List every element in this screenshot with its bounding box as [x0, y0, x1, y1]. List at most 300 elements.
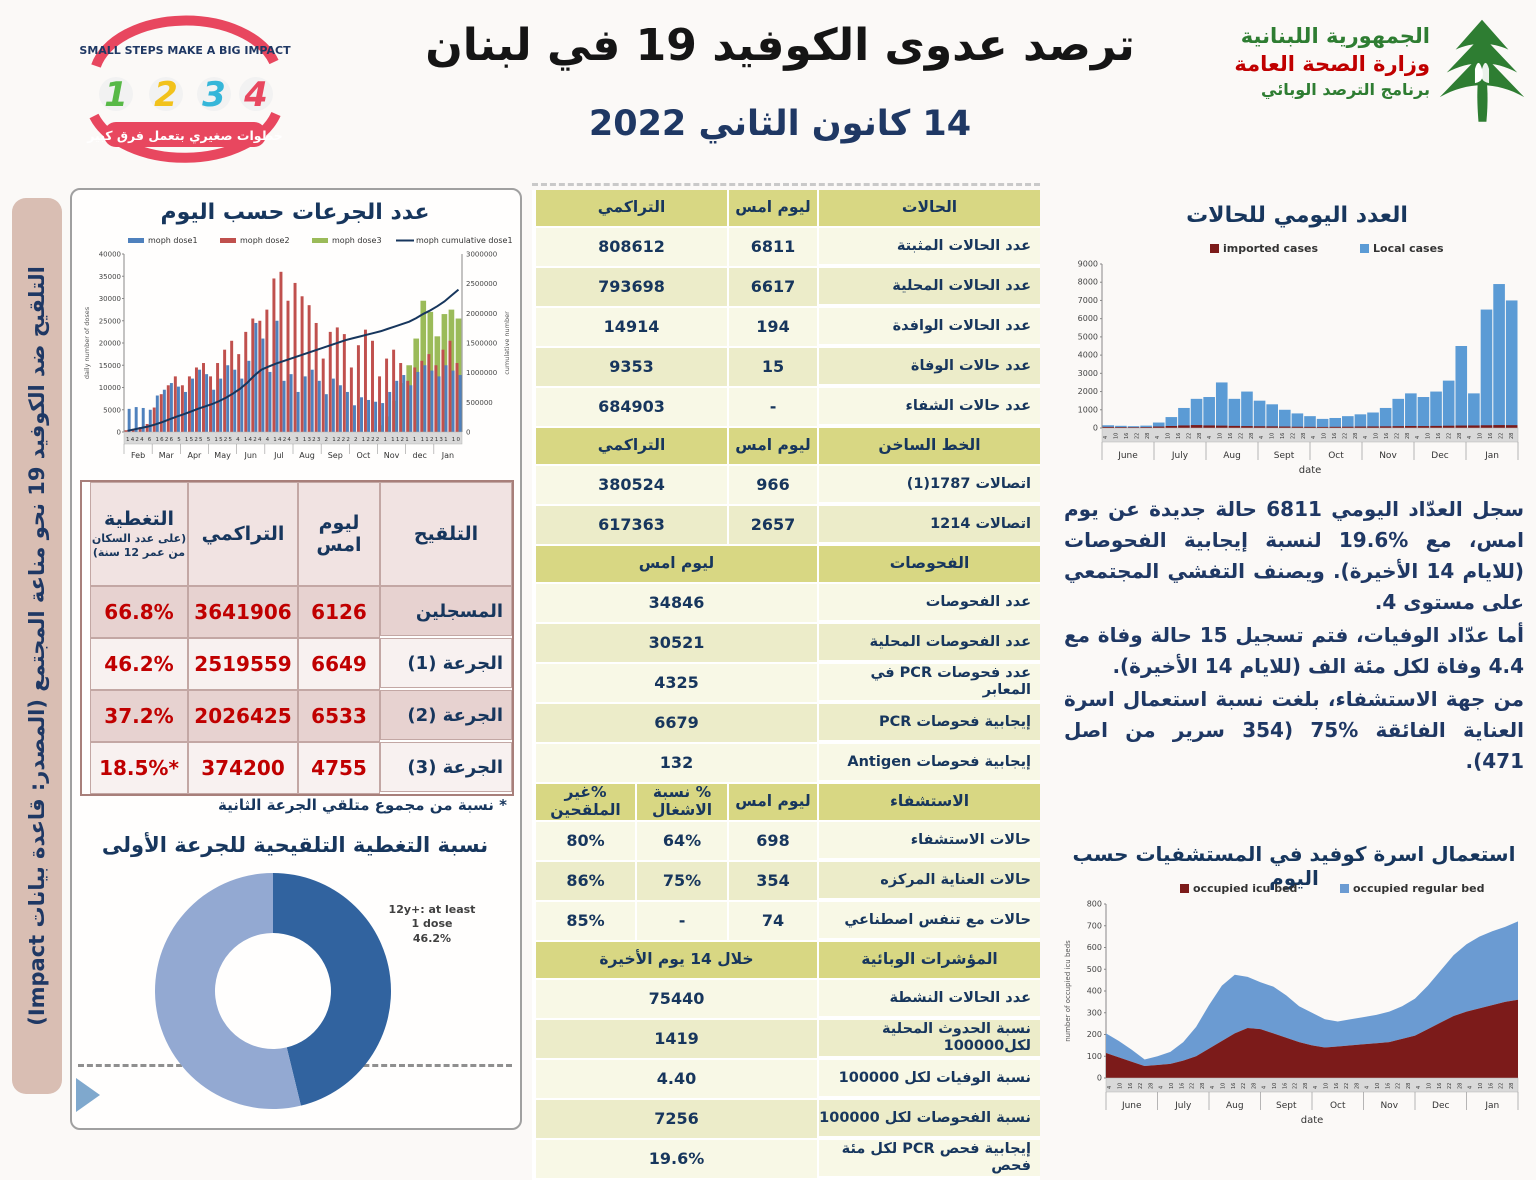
svg-text:16: 16 — [1436, 1082, 1443, 1089]
svg-text:Nov: Nov — [1379, 451, 1397, 461]
svg-text:22: 22 — [1447, 1082, 1454, 1089]
svg-text:22: 22 — [1342, 432, 1349, 439]
row-label: الجرعة (3) — [380, 742, 512, 792]
table-row — [532, 902, 1040, 942]
vaccination-row — [82, 586, 512, 638]
cell-value: 74 — [727, 902, 817, 942]
svg-text:28: 28 — [1199, 1082, 1206, 1089]
table-row — [532, 348, 1040, 388]
cell-value: 15 — [727, 348, 817, 388]
table-row — [532, 466, 1040, 506]
svg-text:4: 4 — [1103, 435, 1110, 439]
svg-text:28: 28 — [1404, 432, 1411, 439]
svg-text:10: 10 — [1374, 1082, 1381, 1089]
table-row — [532, 308, 1040, 348]
vaccination-row — [82, 742, 512, 794]
svg-text:22: 22 — [1189, 1082, 1196, 1089]
svg-text:10000: 10000 — [98, 384, 121, 392]
svg-text:4: 4 — [1207, 435, 1214, 439]
cell-value: 4325 — [534, 664, 817, 704]
vaccination-table — [80, 480, 514, 796]
svg-text:10: 10 — [1269, 432, 1276, 439]
svg-text:Aug: Aug — [299, 451, 315, 460]
svg-text:800: 800 — [1086, 899, 1102, 909]
svg-text:4000: 4000 — [1077, 350, 1098, 360]
svg-text:25000: 25000 — [98, 317, 121, 326]
svg-text:4: 4 — [1210, 1085, 1217, 1089]
svg-text:22: 22 — [1290, 432, 1297, 439]
svg-text:number of occupied icu beds: number of occupied icu beds — [1064, 940, 1072, 1042]
svg-text:16: 16 — [1385, 1082, 1392, 1089]
svg-text:28: 28 — [1354, 1082, 1361, 1089]
svg-text:1000000: 1000000 — [466, 369, 498, 378]
svg-text:22: 22 — [1394, 432, 1401, 439]
svg-text:22: 22 — [1134, 432, 1141, 439]
cell-value: 380524 — [534, 466, 727, 506]
table-row — [532, 624, 1040, 664]
doses-chart — [80, 232, 514, 474]
svg-text:16: 16 — [1436, 432, 1442, 439]
svg-text:10: 10 — [1117, 1082, 1124, 1089]
cell-label: حالات مع تنفس اصطناعي — [817, 902, 1040, 940]
svg-text:occupied icu bed: occupied icu bed — [1193, 882, 1298, 895]
cell-value: 966 — [727, 466, 817, 506]
ministry-logo — [1190, 14, 1526, 124]
cell-value: 793698 — [534, 268, 727, 308]
cell-value: 6811 — [727, 228, 817, 268]
summary-paragraphs — [1064, 494, 1524, 779]
table-row — [532, 1140, 1040, 1180]
section-header-row — [532, 190, 1040, 228]
svg-text:28: 28 — [1405, 1082, 1412, 1089]
svg-text:16: 16 — [1488, 1082, 1495, 1089]
table-row — [532, 664, 1040, 704]
section-header-cell: ليوم امس — [534, 546, 817, 584]
donut-label-pct: 46.2% — [412, 931, 452, 945]
donut-slice-label — [380, 903, 484, 946]
svg-text:3: 3 — [202, 75, 226, 115]
cell-value: 6617 — [727, 268, 817, 308]
cell-label: إيجابية فحوصات Antigen — [817, 744, 1040, 782]
svg-text:22: 22 — [1446, 432, 1453, 439]
svg-text:0: 0 — [1092, 423, 1098, 433]
svg-text:16: 16 — [1280, 432, 1286, 439]
svg-text:4: 4 — [1416, 1085, 1423, 1089]
beds-chart-title: استعمال اسرة كوفيد في المستشفيات حسب اليوم — [1072, 842, 1516, 890]
svg-text:28: 28 — [1248, 432, 1255, 439]
table-row — [532, 506, 1040, 546]
svg-text:0: 0 — [116, 428, 121, 437]
cell-label: عدد الحالات النشطة — [817, 980, 1040, 1018]
svg-text:16: 16 — [1179, 1082, 1186, 1089]
svg-text:cumulative number: cumulative number — [503, 311, 511, 375]
svg-text:15000: 15000 — [98, 361, 121, 370]
svg-text:1424 6 1626 5 1525 5 1525 4 14: 1424 6 1626 5 1525 5 1525 4 1424 4 1424 3 1323 2 1222 2 1222 1 1121 1 112131 10 — [126, 437, 461, 443]
svg-text:40000: 40000 — [98, 250, 121, 259]
value-coverage: 18.5%* — [90, 742, 188, 794]
svg-text:20000: 20000 — [98, 339, 121, 348]
svg-text:500000: 500000 — [466, 398, 493, 407]
ministry-line3: برنامج الترصد الوبائي — [1261, 79, 1430, 99]
ministry-text — [1234, 14, 1430, 124]
cell-value: 7256 — [534, 1100, 817, 1140]
svg-text:Feb: Feb — [130, 451, 146, 460]
svg-text:22: 22 — [1395, 1082, 1402, 1089]
section-header-row — [532, 942, 1040, 980]
svg-text:5000: 5000 — [103, 406, 121, 415]
svg-text:Dec: Dec — [1431, 451, 1449, 461]
svg-text:8000: 8000 — [1077, 277, 1098, 287]
table-row — [532, 744, 1040, 784]
cell-label: عدد الحالات الوافدة — [817, 308, 1040, 346]
svg-text:10: 10 — [1373, 432, 1380, 439]
svg-text:22: 22 — [1292, 1082, 1299, 1089]
svg-text:4: 4 — [1107, 1085, 1114, 1089]
section-header-cell: %غير الملقحين — [534, 784, 635, 822]
svg-text:4: 4 — [1363, 435, 1370, 439]
cell-value: - — [727, 388, 817, 428]
svg-text:moph dose3: moph dose3 — [332, 236, 382, 245]
svg-text:Aug: Aug — [1223, 451, 1241, 461]
svg-text:28: 28 — [1148, 1082, 1155, 1089]
table-row — [532, 980, 1040, 1020]
cell-value: 1419 — [534, 1020, 817, 1060]
svg-text:4: 4 — [1158, 1085, 1165, 1089]
cell-value: 85% — [534, 902, 635, 942]
table-row — [532, 704, 1040, 744]
cell-label: عدد فحوصات PCR في المعابر — [817, 664, 1040, 702]
svg-text:1: 1 — [104, 75, 128, 115]
section-header-cell: الاستشفاء — [817, 784, 1040, 822]
section-header-cell: خلال 14 يوم الأخيرة — [534, 942, 817, 980]
svg-text:2000: 2000 — [1077, 387, 1098, 397]
svg-text:10: 10 — [1271, 1082, 1278, 1089]
svg-text:Nov: Nov — [383, 451, 400, 460]
table-row — [532, 584, 1040, 624]
svg-text:Apr: Apr — [187, 451, 202, 460]
cell-label: عدد حالات الشفاء — [817, 388, 1040, 426]
section-header-cell: التراكمي — [534, 190, 727, 228]
section-header-cell: المؤشرات الوبائية — [817, 942, 1040, 980]
value-cumulative: 2026425 — [188, 690, 298, 742]
daily-cases-chart — [1060, 238, 1530, 488]
cell-label: حالات الاستشفاء — [817, 822, 1040, 860]
value-coverage: 66.8% — [90, 586, 188, 638]
svg-text:16: 16 — [1127, 1082, 1134, 1089]
svg-text:date: date — [1298, 465, 1322, 476]
svg-text:moph dose1: moph dose1 — [148, 236, 198, 245]
section-header-cell: الفحوصات — [817, 546, 1040, 584]
ministry-line2: وزارة الصحة العامة — [1234, 52, 1430, 77]
cell-label: عدد الحالات المثبتة — [817, 228, 1040, 266]
svg-text:22: 22 — [1238, 432, 1245, 439]
cell-value: 132 — [534, 744, 817, 784]
svg-text:Mar: Mar — [158, 451, 174, 460]
svg-text:22: 22 — [1344, 1082, 1351, 1089]
cell-label: اتصالات 1787(1) — [817, 466, 1040, 504]
section-header-cell: الحالات — [817, 190, 1040, 228]
svg-text:22: 22 — [1138, 1082, 1145, 1089]
svg-text:16: 16 — [1282, 1082, 1289, 1089]
svg-text:Sept: Sept — [1273, 451, 1295, 461]
svg-text:Jan: Jan — [441, 451, 455, 460]
cell-value: 75% — [635, 862, 727, 902]
svg-text:Oct: Oct — [1329, 1101, 1346, 1111]
svg-text:16: 16 — [1230, 1082, 1237, 1089]
cell-label: عدد الحالات المحلية — [817, 268, 1040, 306]
badge-graphic-icon — [78, 4, 292, 176]
svg-text:600: 600 — [1086, 943, 1102, 952]
table-row — [532, 1060, 1040, 1100]
cell-value: 30521 — [534, 624, 817, 664]
svg-text:Nov: Nov — [1380, 1101, 1399, 1111]
svg-text:4: 4 — [1364, 1085, 1371, 1089]
cell-value: 698 — [727, 822, 817, 862]
ministry-line1: الجمهورية اللبنانية — [1240, 24, 1430, 48]
svg-text:28: 28 — [1302, 1082, 1309, 1089]
table-top-dashes — [532, 183, 1040, 186]
svg-text:16: 16 — [1384, 432, 1390, 439]
svg-text:300: 300 — [1086, 1008, 1102, 1018]
section-header-cell: الخط الساخن — [817, 428, 1040, 466]
hospital-beds-chart — [1060, 878, 1530, 1140]
svg-text:Jan: Jan — [1485, 1101, 1500, 1111]
cell-value: 4.40 — [534, 1060, 817, 1100]
svg-text:Jul: Jul — [274, 451, 284, 460]
svg-text:SMALL STEPS MAKE A BIG IMPACT: SMALL STEPS MAKE A BIG IMPACT — [79, 44, 291, 57]
svg-text:moph dose2: moph dose2 — [240, 236, 290, 245]
svg-text:10: 10 — [1217, 432, 1224, 439]
section-header-cell: ليوم امس — [727, 190, 817, 228]
svg-text:22: 22 — [1241, 1082, 1248, 1089]
value-coverage: 46.2% — [90, 638, 188, 690]
svg-text:4: 4 — [1155, 435, 1162, 439]
vaccination-row — [82, 690, 512, 742]
svg-text:4: 4 — [244, 75, 268, 115]
svg-text:28: 28 — [1508, 1082, 1515, 1089]
svg-text:4: 4 — [1415, 435, 1422, 439]
svg-text:July: July — [1175, 1101, 1192, 1111]
cell-value: 75440 — [534, 980, 817, 1020]
svg-text:16: 16 — [1332, 432, 1338, 439]
svg-text:moph cumulative dose1: moph cumulative dose1 — [416, 236, 513, 245]
svg-text:July: July — [1171, 451, 1189, 461]
cell-label: نسبة الوفيات لكل 100000 — [817, 1060, 1040, 1098]
row-label: الجرعة (2) — [380, 690, 512, 740]
header-coverage: التغطية (على عدد السكان من عمر 12 سنة) — [90, 482, 188, 586]
svg-text:4: 4 — [1467, 435, 1474, 439]
svg-text:date: date — [1300, 1115, 1324, 1126]
cell-label: نسبة الفحوصات لكل 100000 — [817, 1100, 1040, 1138]
svg-text:700: 700 — [1086, 921, 1102, 931]
svg-text:28: 28 — [1352, 432, 1359, 439]
svg-text:Oct: Oct — [1328, 451, 1344, 461]
section-header-cell: التراكمي — [534, 428, 727, 466]
summary-paragraph: من جهة الاستشفاء، بلغت نسبة استعمال اسرة العناية الفائقة %75 (354 سرير من اصل 471). — [1064, 687, 1524, 773]
cell-label: عدد الفحوصات المحلية — [817, 624, 1040, 662]
svg-text:Sept: Sept — [1276, 1101, 1297, 1111]
cell-value: 808612 — [534, 228, 727, 268]
svg-text:28: 28 — [1300, 432, 1307, 439]
table-row — [532, 268, 1040, 308]
svg-text:35000: 35000 — [98, 272, 121, 281]
cell-label: إيجابية فحص PCR لكل مئة فحص — [817, 1140, 1040, 1178]
small-steps-logo — [78, 4, 292, 176]
section-header-row — [532, 428, 1040, 466]
svg-text:28: 28 — [1508, 432, 1515, 439]
svg-text:16: 16 — [1124, 432, 1130, 439]
svg-text:500: 500 — [1086, 964, 1102, 974]
table-row — [532, 1100, 1040, 1140]
svg-text:10: 10 — [1477, 432, 1484, 439]
svg-text:occupied regular bed: occupied regular bed — [1353, 882, 1485, 895]
svg-text:10: 10 — [1477, 1082, 1484, 1089]
svg-text:400: 400 — [1086, 986, 1102, 996]
value-yesterday: 4755 — [298, 742, 380, 794]
cell-label: عدد حالات الوفاة — [817, 348, 1040, 386]
header-yesterday: ليوم امس — [298, 482, 380, 586]
svg-text:5000: 5000 — [1077, 332, 1098, 342]
vaccination-table-header — [82, 482, 512, 586]
cell-label: إيجابية فحوصات PCR — [817, 704, 1040, 742]
svg-text:100: 100 — [1086, 1051, 1102, 1061]
doses-chart-title: عدد الجرعات حسب اليوم — [160, 200, 430, 225]
svg-text:4: 4 — [1311, 435, 1318, 439]
svg-text:daily number of doses: daily number of doses — [83, 306, 91, 380]
summary-paragraph: سجل العدّاد اليومي 6811 حالة جديدة عن يوم امس، مع %19.6 لنسبة إيجابية الفحوصات (للايام 14 الأخيرة). ويصنف التفشي المجتمعي على مستوى 4. — [1064, 497, 1524, 614]
svg-text:0: 0 — [1096, 1073, 1102, 1083]
first-dose-donut-chart — [150, 868, 396, 1114]
section-header-row — [532, 784, 1040, 822]
section-header-cell: ليوم امس — [727, 784, 817, 822]
cell-value: 617363 — [534, 506, 727, 546]
cell-value: 64% — [635, 822, 727, 862]
svg-text:Dec: Dec — [1432, 1101, 1450, 1111]
table-row — [532, 822, 1040, 862]
summary-paragraph: أما عدّاد الوفيات، فتم تسجيل 15 حالة وفاة مع 4.4 وفاة لكل مئة الف (للايام 14 الأخيرة). — [1064, 623, 1525, 678]
svg-text:2500000: 2500000 — [466, 280, 498, 289]
svg-text:3000000: 3000000 — [466, 250, 498, 259]
cell-value: 354 — [727, 862, 817, 902]
cell-value: 2657 — [727, 506, 817, 546]
cell-value: 194 — [727, 308, 817, 348]
cell-value: 6679 — [534, 704, 817, 744]
svg-text:28: 28 — [1144, 432, 1151, 439]
donut-chart-title: نسبة التغطية التلقيحية للجرعة الأولى — [101, 833, 489, 857]
cell-value: - — [635, 902, 727, 942]
donut-label-line1: 12y+: at least — [388, 903, 476, 916]
value-yesterday: 6126 — [298, 586, 380, 638]
cedar-tree-icon — [1438, 14, 1526, 124]
svg-text:1000: 1000 — [1077, 405, 1098, 415]
row-label: المسجلين — [380, 586, 512, 636]
cell-label: نسبة الحدوث المحلية لكل100000 — [817, 1020, 1040, 1058]
svg-text:10: 10 — [1321, 432, 1328, 439]
value-yesterday: 6533 — [298, 690, 380, 742]
cell-value: 80% — [534, 822, 635, 862]
svg-text:200: 200 — [1086, 1030, 1102, 1039]
value-yesterday: 6649 — [298, 638, 380, 690]
cell-value: 34846 — [534, 584, 817, 624]
cell-label: عدد الفحوصات — [817, 584, 1040, 622]
row-label: الجرعة (1) — [380, 638, 512, 688]
svg-text:16: 16 — [1228, 432, 1234, 439]
cell-value: 684903 — [534, 388, 727, 428]
svg-text:10: 10 — [1113, 432, 1120, 439]
svg-text:0: 0 — [466, 428, 471, 437]
svg-text:Local cases: Local cases — [1373, 242, 1444, 255]
svg-text:7000: 7000 — [1077, 295, 1098, 305]
svg-text:16: 16 — [1488, 432, 1494, 439]
table-row — [532, 388, 1040, 428]
svg-text:خطوات صغيري بتعمل فرق كبير: خطوات صغيري بتعمل فرق كبير — [87, 128, 283, 143]
page-date: 14 كانون الثاني 2022 — [588, 104, 972, 144]
svg-text:9000: 9000 — [1077, 259, 1098, 269]
table-row — [532, 1020, 1040, 1060]
svg-text:6000: 6000 — [1077, 314, 1098, 324]
vaccination-row — [82, 638, 512, 690]
svg-text:Sep: Sep — [327, 451, 343, 460]
svg-text:May: May — [214, 451, 231, 460]
donut-label-line2: 1 dose — [411, 917, 453, 931]
svg-text:4: 4 — [1259, 435, 1266, 439]
cell-value: 9353 — [534, 348, 727, 388]
section-header-cell: % نسبة الاشغال — [635, 784, 727, 822]
cell-value: 14914 — [534, 308, 727, 348]
svg-text:imported cases: imported cases — [1223, 242, 1319, 255]
svg-text:4: 4 — [1313, 1085, 1320, 1089]
svg-text:22: 22 — [1498, 1082, 1505, 1089]
value-cumulative: 3641906 — [188, 586, 298, 638]
svg-text:2: 2 — [154, 75, 178, 115]
cell-value: 19.6% — [534, 1140, 817, 1180]
section-header-row — [532, 546, 1040, 584]
table-row — [532, 862, 1040, 902]
svg-text:28: 28 — [1457, 1082, 1464, 1089]
svg-text:10: 10 — [1220, 1082, 1227, 1089]
cases-chart-title: العدد اليومي للحالات — [1186, 203, 1408, 228]
svg-text:dec: dec — [412, 451, 427, 460]
header-cumulative: التراكمي — [188, 482, 298, 586]
value-cumulative: 374200 — [188, 742, 298, 794]
value-cumulative: 2519559 — [188, 638, 298, 690]
header-vaccination: التلقيح — [380, 482, 512, 586]
svg-text:June: June — [1121, 1101, 1142, 1111]
svg-text:10: 10 — [1426, 1082, 1433, 1089]
daily-statistics-table — [532, 190, 1040, 1180]
cell-label: حالات العناية المركزه — [817, 862, 1040, 900]
vertical-banner-text: التلقيح ضد الكوفيد 19 نحو مناعة المجتمع (المصدر: قاعدة بيانات Impact) — [25, 266, 49, 1026]
svg-text:June: June — [1118, 451, 1138, 461]
svg-text:16: 16 — [1333, 1082, 1340, 1089]
svg-text:28: 28 — [1251, 1082, 1258, 1089]
value-coverage: 37.2% — [90, 690, 188, 742]
svg-text:2000000: 2000000 — [466, 309, 498, 318]
svg-text:10: 10 — [1168, 1082, 1175, 1089]
cell-value: 86% — [534, 862, 635, 902]
svg-text:Oct: Oct — [356, 451, 371, 460]
slide-arrow-icon — [76, 1078, 100, 1112]
svg-text:22: 22 — [1186, 432, 1193, 439]
vaccination-footnote: * نسبة من مجموع متلقي الجرعة الثانية — [217, 796, 507, 814]
vertical-banner — [12, 198, 62, 1094]
svg-text:1500000: 1500000 — [466, 339, 498, 348]
svg-text:16: 16 — [1176, 432, 1182, 439]
table-row — [532, 228, 1040, 268]
section-header-cell: ليوم امس — [727, 428, 817, 466]
svg-text:10: 10 — [1165, 432, 1172, 439]
svg-text:Jun: Jun — [244, 451, 257, 460]
